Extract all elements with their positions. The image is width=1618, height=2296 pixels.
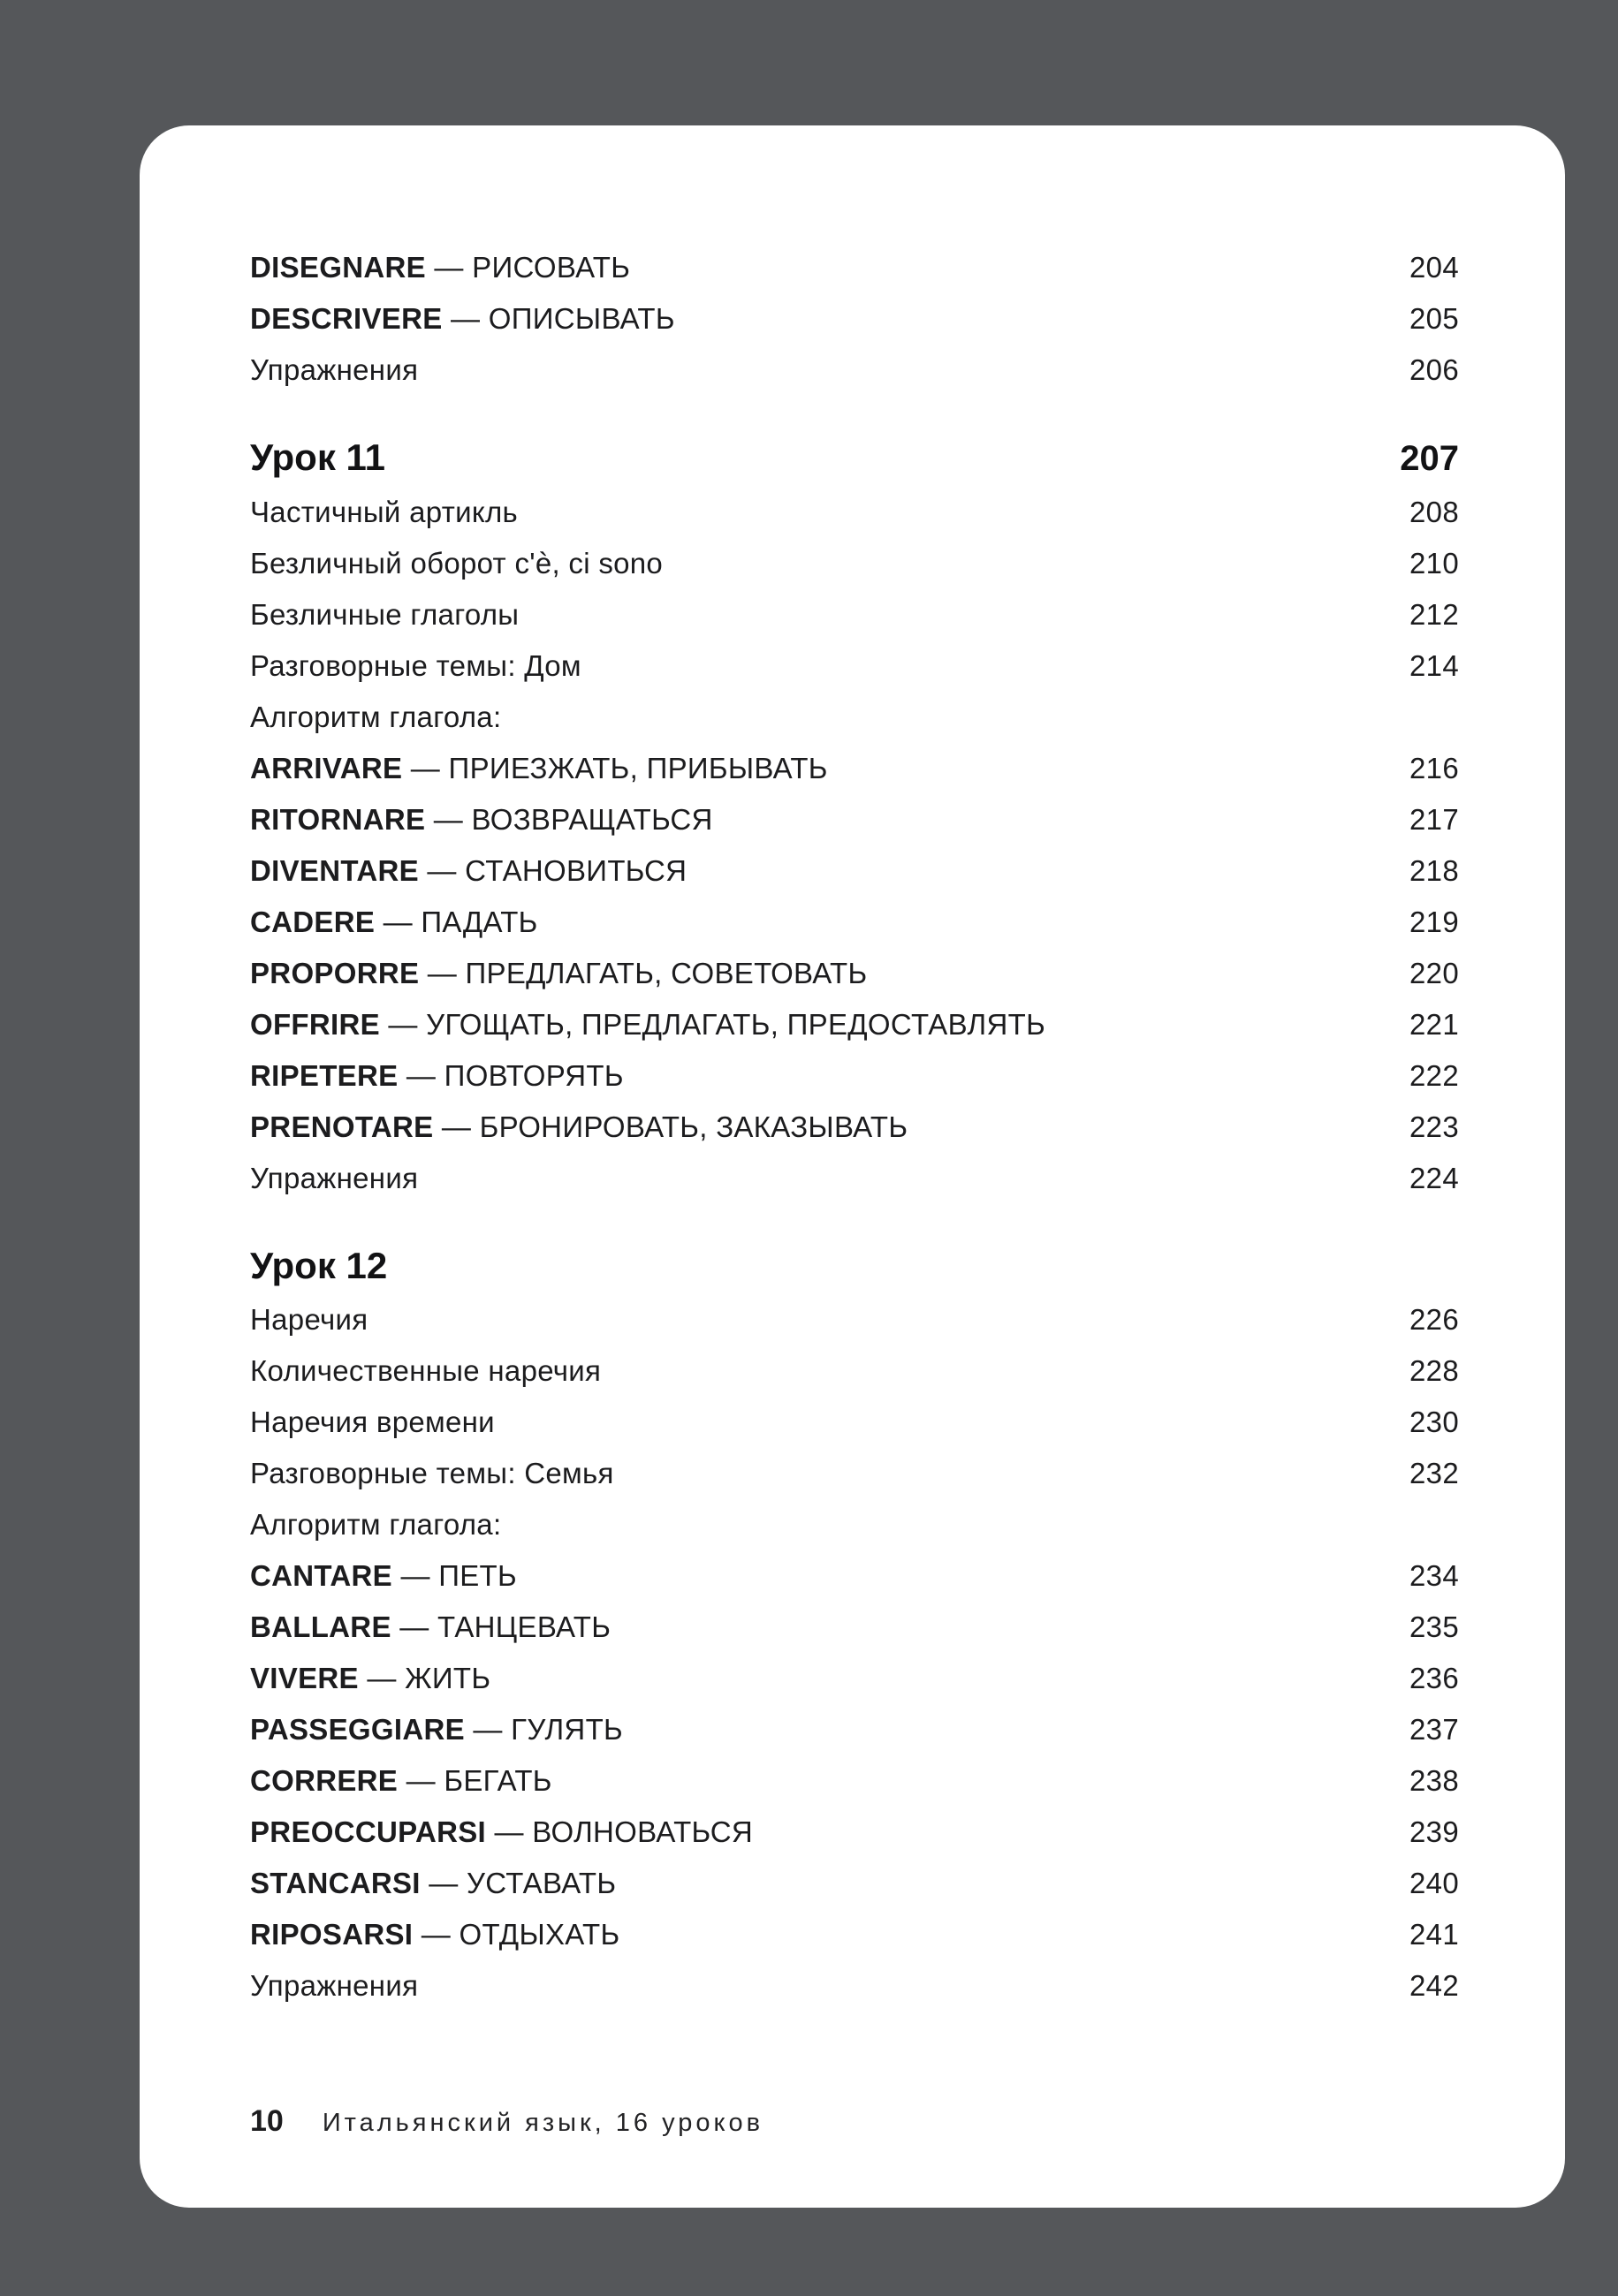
- toc-entry-page-number: 218: [1409, 854, 1459, 887]
- toc-entry: [250, 948, 1459, 999]
- lesson-heading-label: Урок 11: [250, 436, 385, 478]
- toc-entry-page-number: 210: [1409, 547, 1459, 580]
- toc-entry: [250, 1653, 1459, 1704]
- toc-entry-label: Алгоритм глагола:: [250, 701, 502, 733]
- toc-entry-page-number: 205: [1409, 302, 1459, 335]
- toc-entry-label: RIPOSARSI — ОТДЫХАТЬ: [250, 1918, 620, 1951]
- toc-entry-label: CANTARE — ПЕТЬ: [250, 1559, 517, 1592]
- toc-entry: [250, 1153, 1459, 1204]
- toc-entry-label: Упражнения: [250, 1969, 419, 2002]
- toc-entry: [250, 1397, 1459, 1448]
- toc-entry-term: CANTARE: [250, 1559, 392, 1592]
- toc-entry-term: PROPORRE: [250, 957, 420, 989]
- toc-entry-label: Наречия времени: [250, 1406, 495, 1438]
- toc-entry-label: Наречия: [250, 1303, 368, 1336]
- toc-entry-term: RIPOSARSI: [250, 1918, 414, 1951]
- toc-entry-label: Безличный оборот c'è, ci sono: [250, 547, 664, 580]
- toc-entry-page-number: 238: [1409, 1764, 1459, 1797]
- toc-entry-term: DIVENTARE: [250, 854, 419, 887]
- toc-entry-term: PREOCCUPARSI: [250, 1815, 487, 1848]
- toc-entry: [250, 1704, 1459, 1755]
- table-of-contents: [250, 242, 1459, 2012]
- toc-entry-page-number: 236: [1409, 1662, 1459, 1694]
- toc-entry-page-number: 232: [1409, 1457, 1459, 1489]
- toc-entry-page-number: 221: [1409, 1008, 1459, 1041]
- toc-entry: [250, 1909, 1459, 1960]
- toc-entry-label: Упражнения: [250, 353, 419, 386]
- toc-entry-label: PRENOTARE — БРОНИРОВАТЬ, ЗАКАЗЫВАТЬ: [250, 1110, 908, 1143]
- toc-entry-term: PASSEGGIARE: [250, 1713, 465, 1746]
- toc-list: [250, 242, 1459, 2012]
- toc-entry: [250, 1102, 1459, 1153]
- toc-entry: [250, 1960, 1459, 2012]
- toc-entry-term: RITORNARE: [250, 803, 426, 836]
- toc-entry-label: BALLARE — ТАНЦЕВАТЬ: [250, 1610, 611, 1643]
- toc-entry-label: DIVENTARE — СТАНОВИТЬСЯ: [250, 854, 687, 887]
- toc-entry-label: Частичный артикль: [250, 496, 519, 528]
- toc-entry-label: Разговорные темы: Дом: [250, 649, 581, 682]
- toc-entry: [250, 293, 1459, 345]
- toc-entry-term: STANCARSI: [250, 1867, 421, 1899]
- toc-entry-label: Разговорные темы: Семья: [250, 1457, 614, 1489]
- toc-entry-page-number: 235: [1409, 1610, 1459, 1643]
- page-footer: [250, 2104, 763, 2139]
- toc-entry-term: DESCRIVERE: [250, 302, 443, 335]
- toc-entry-term: BALLARE: [250, 1610, 391, 1643]
- toc-entry: [250, 538, 1459, 589]
- toc-entry: [250, 794, 1459, 845]
- lesson-heading-page-number: 207: [1400, 439, 1459, 478]
- toc-entry: [250, 1499, 1459, 1550]
- toc-entry: [250, 845, 1459, 897]
- toc-entry-label: DESCRIVERE — ОПИСЫВАТЬ: [250, 302, 675, 335]
- toc-entry-term: OFFRIRE: [250, 1008, 380, 1041]
- toc-entry-label: Алгоритм глагола:: [250, 1508, 502, 1541]
- toc-entry-label: PREOCCUPARSI — ВОЛНОВАТЬСЯ: [250, 1815, 754, 1848]
- toc-entry-label: Безличные глаголы: [250, 598, 520, 631]
- toc-entry-term: RIPETERE: [250, 1059, 399, 1092]
- toc-entry: [250, 999, 1459, 1050]
- toc-entry-page-number: 241: [1409, 1918, 1459, 1951]
- toc-entry-term: PRENOTARE: [250, 1110, 434, 1143]
- footer-page-number: 10: [250, 2104, 284, 2138]
- toc-entry-page-number: 223: [1409, 1110, 1459, 1143]
- toc-entry-page-number: 228: [1409, 1354, 1459, 1387]
- toc-entry: [250, 242, 1459, 293]
- toc-entry-label: STANCARSI — УСТАВАТЬ: [250, 1867, 617, 1899]
- toc-entry-page-number: 219: [1409, 906, 1459, 938]
- toc-entry-page-number: 224: [1409, 1162, 1459, 1194]
- toc-entry-page-number: 226: [1409, 1303, 1459, 1336]
- toc-entry: [250, 589, 1459, 640]
- toc-entry: [250, 640, 1459, 692]
- toc-entry-label: ARRIVARE — ПРИЕЗЖАТЬ, ПРИБЫВАТЬ: [250, 752, 828, 784]
- toc-entry-label: DISEGNARE — РИСОВАТЬ: [250, 251, 631, 284]
- toc-entry-term: CADERE: [250, 906, 376, 938]
- toc-entry-label: RIPETERE — ПОВТОРЯТЬ: [250, 1059, 624, 1092]
- toc-entry-label: VIVERE — ЖИТЬ: [250, 1662, 491, 1694]
- toc-entry-page-number: 230: [1409, 1406, 1459, 1438]
- toc-entry-term: DISEGNARE: [250, 251, 426, 284]
- toc-entry: [250, 1807, 1459, 1858]
- toc-entry: [250, 1050, 1459, 1102]
- toc-entry-page-number: 220: [1409, 957, 1459, 989]
- toc-entry-page-number: 242: [1409, 1969, 1459, 2002]
- toc-entry: [250, 345, 1459, 396]
- toc-entry-label: Количественные наречия: [250, 1354, 602, 1387]
- toc-entry-label: PROPORRE — ПРЕДЛАГАТЬ, СОВЕТОВАТЬ: [250, 957, 868, 989]
- toc-entry-label: CADERE — ПАДАТЬ: [250, 906, 538, 938]
- toc-entry: [250, 1345, 1459, 1397]
- toc-entry-page-number: 204: [1409, 251, 1459, 284]
- toc-entry-label: OFFRIRE — УГОЩАТЬ, ПРЕДЛАГАТЬ, ПРЕДОСТАВЛЯТЬ: [250, 1008, 1046, 1041]
- toc-entry-page-number: 240: [1409, 1867, 1459, 1899]
- toc-entry-label: PASSEGGIARE — ГУЛЯТЬ: [250, 1713, 623, 1746]
- toc-entry: [250, 743, 1459, 794]
- toc-entry-page-number: 222: [1409, 1059, 1459, 1092]
- toc-entry: [250, 1448, 1459, 1499]
- toc-entry: [250, 1755, 1459, 1807]
- toc-entry: [250, 1602, 1459, 1653]
- toc-entry-page-number: 206: [1409, 353, 1459, 386]
- lesson-heading: [250, 429, 1459, 487]
- toc-entry-label: CORRERE — БЕГАТЬ: [250, 1764, 552, 1797]
- toc-entry-page-number: 239: [1409, 1815, 1459, 1848]
- toc-entry-page-number: 208: [1409, 496, 1459, 528]
- toc-entry-page-number: 214: [1409, 649, 1459, 682]
- toc-entry-page-number: 237: [1409, 1713, 1459, 1746]
- toc-entry: [250, 1550, 1459, 1602]
- toc-entry-page-number: 212: [1409, 598, 1459, 631]
- toc-entry: [250, 692, 1459, 743]
- toc-entry: [250, 487, 1459, 538]
- toc-entry-term: VIVERE: [250, 1662, 359, 1694]
- toc-entry: [250, 1858, 1459, 1909]
- lesson-heading: [250, 1238, 1459, 1294]
- toc-entry-page-number: 216: [1409, 752, 1459, 784]
- book-page: [140, 125, 1565, 2208]
- toc-entry: [250, 897, 1459, 948]
- toc-entry-label: RITORNARE — ВОЗВРАЩАТЬСЯ: [250, 803, 713, 836]
- toc-entry: [250, 1294, 1459, 1345]
- lesson-heading-label: Урок 12: [250, 1245, 388, 1286]
- toc-entry-page-number: 217: [1409, 803, 1459, 836]
- toc-entry-term: ARRIVARE: [250, 752, 403, 784]
- toc-entry-page-number: 234: [1409, 1559, 1459, 1592]
- toc-entry-term: CORRERE: [250, 1764, 399, 1797]
- footer-book-title: Итальянский язык, 16 уроков: [322, 2109, 764, 2137]
- toc-entry-label: Упражнения: [250, 1162, 419, 1194]
